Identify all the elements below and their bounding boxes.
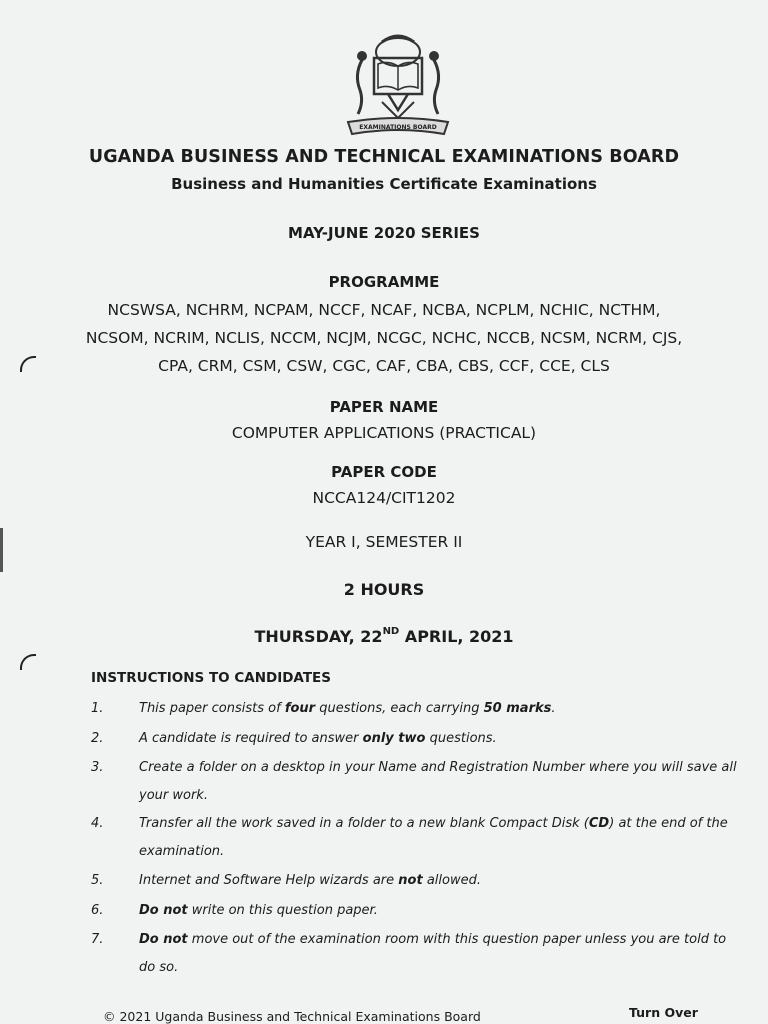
programme-line: CPA, CRM, CSM, CSW, CGC, CAF, CBA, CBS, CCF, CCE, CLS	[158, 357, 610, 375]
instructions-list	[91, 694, 741, 982]
exam-date-prefix: THURSDAY, 22	[254, 627, 383, 646]
instruction-text: write on this question paper.	[187, 903, 378, 918]
programme-line: NCSOM, NCRIM, NCLIS, NCCM, NCJM, NCGC, NCHC, NCCB, NCSM, NCRM, CJS,	[85, 329, 683, 347]
programme-heading: PROGRAMME	[328, 273, 440, 291]
exam-series: MAY-JUNE 2020 SERIES	[288, 224, 480, 242]
instruction-emphasis: CD	[588, 816, 610, 831]
instruction-text: questions, each carrying	[315, 701, 484, 716]
instructions-heading: INSTRUCTIONS TO CANDIDATES	[91, 670, 331, 686]
instruction-item	[91, 926, 741, 982]
instruction-item	[91, 754, 741, 810]
instruction-item	[91, 866, 741, 896]
exam-duration: 2 HOURS	[343, 580, 425, 599]
instruction-text: Internet and Software Help wizards are	[139, 873, 399, 888]
instruction-item	[91, 724, 741, 754]
instruction-item	[91, 810, 741, 866]
paper-code: NCCA124/CIT1202	[312, 489, 456, 507]
paper-name-heading: PAPER NAME	[329, 398, 439, 416]
instruction-text: ) at the end of the examination.	[139, 816, 728, 859]
instruction-emphasis: four	[284, 701, 316, 716]
programme-line: NCSWSA, NCHRM, NCPAM, NCCF, NCAF, NCBA, NCPLM, NCHIC, NCTHM,	[107, 301, 661, 319]
paper-code-heading: PAPER CODE	[331, 463, 437, 481]
instruction-emphasis: Do not	[139, 903, 188, 918]
board-title: UGANDA BUSINESS AND TECHNICAL EXAMINATIONS BOARD	[88, 147, 680, 167]
logo-banner-text: EXAMINATIONS BOARD	[359, 124, 437, 131]
instruction-number: 4.	[91, 816, 104, 831]
instruction-number: 6.	[91, 903, 104, 918]
instruction-text: This paper consists of	[139, 701, 285, 716]
instruction-number: 2.	[91, 731, 104, 746]
exam-date-ordinal: ND	[382, 625, 400, 637]
instruction-emphasis: 50 marks	[483, 701, 552, 716]
paper-name: COMPUTER APPLICATIONS (PRACTICAL)	[231, 424, 537, 442]
instruction-text: questions.	[425, 731, 497, 746]
instruction-text: Create a folder on a desktop in your Name and Registration Number where you will save all your work.	[139, 760, 737, 803]
instruction-number: 3.	[91, 760, 104, 775]
instruction-text: move out of the examination room with this question paper unless you are told to do so.	[139, 932, 727, 975]
instruction-emphasis: not	[398, 873, 423, 888]
instruction-number: 5.	[91, 873, 104, 888]
instruction-number: 7.	[91, 932, 104, 947]
instruction-text: allowed.	[422, 873, 481, 888]
instruction-text: .	[551, 701, 556, 716]
exam-date	[0, 627, 768, 646]
instruction-emphasis: only two	[362, 731, 426, 746]
punch-hole-mark	[20, 654, 36, 670]
instruction-text: Transfer all the work saved in a folder to a new blank Compact Disk (	[139, 816, 589, 831]
instruction-emphasis: Do not	[139, 932, 188, 947]
exam-date-suffix: APRIL, 2021	[399, 627, 514, 646]
copyright-footer: © 2021 Uganda Business and Technical Examinations Board	[103, 1009, 481, 1024]
ubteb-crest-logo	[338, 30, 458, 142]
instruction-number: 1.	[91, 701, 104, 716]
year-semester: YEAR I, SEMESTER II	[305, 533, 463, 551]
turn-over-label: Turn Over	[629, 1005, 698, 1020]
exam-subtitle: Business and Humanities Certificate Examinations	[171, 175, 597, 193]
instruction-item	[91, 694, 741, 724]
instruction-text: A candidate is required to answer	[139, 731, 363, 746]
instruction-item	[91, 896, 741, 926]
